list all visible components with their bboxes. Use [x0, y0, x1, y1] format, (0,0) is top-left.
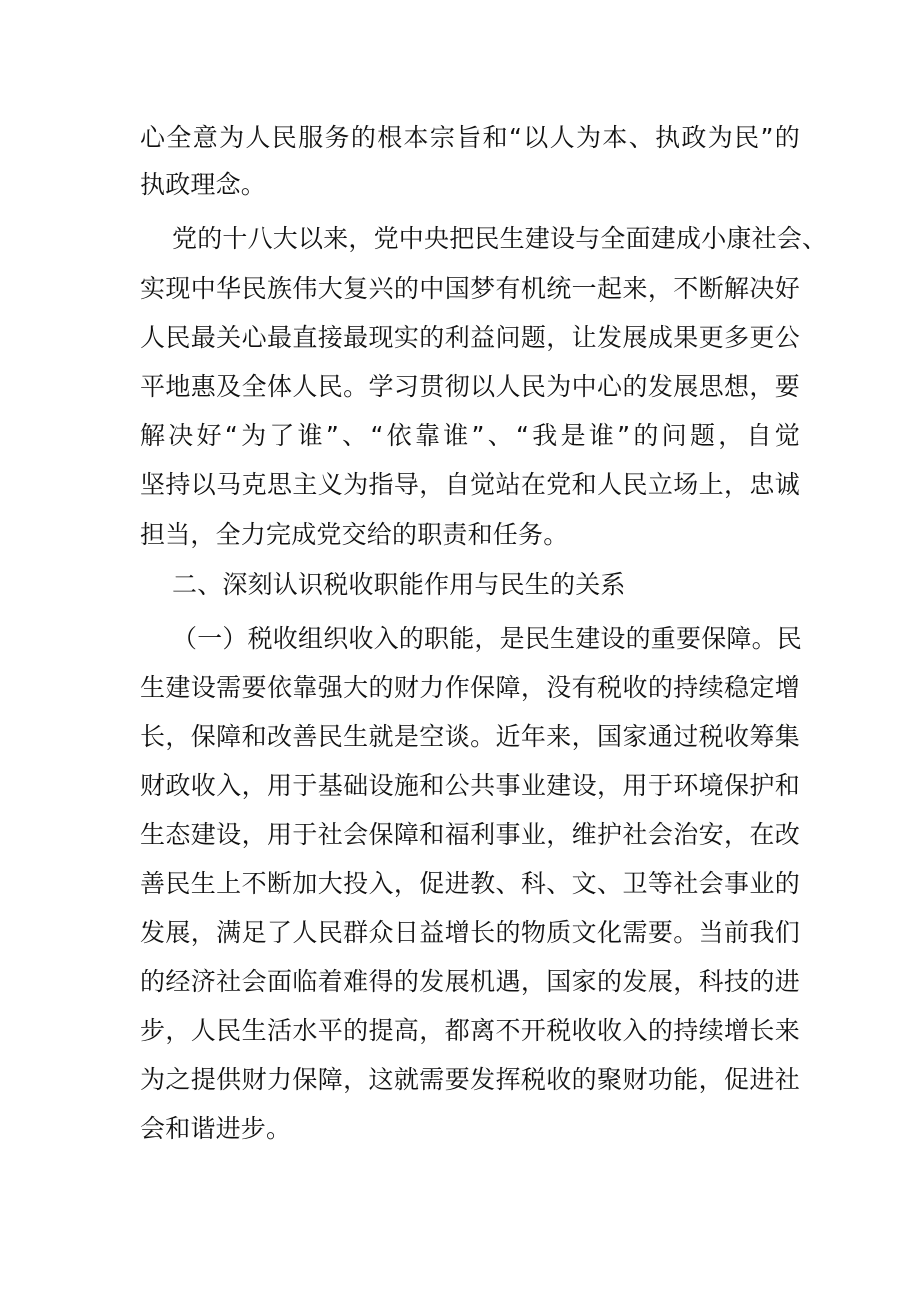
paragraph-3-line-1: （一）税收组织收入的职能，是民生建设的重要保障。民	[172, 624, 803, 653]
paragraph-3-line-3: 长，保障和改善民生就是空谈。近年来，国家通过税收筹集	[140, 722, 800, 751]
paragraph-2-line-7: 担当，全力完成党交给的职责和任务。	[140, 520, 569, 549]
paragraph-3-line-5: 生态建设，用于社会保障和福利事业，维护社会治安，在改	[140, 820, 800, 849]
paragraph-2-line-2: 实现中华民族伟大复兴的中国梦有机统一起来，不断解决好	[140, 274, 800, 303]
paragraph-2-line-4: 平地惠及全体人民。学习贯彻以人民为中心的发展思想，要	[140, 372, 800, 401]
paragraph-3-line-4: 财政收入，用于基础设施和公共事业建设，用于环境保护和	[140, 771, 800, 800]
paragraph-2-line-6: 坚持以马克思主义为指导，自觉站在党和人民立场上，忠诚	[140, 470, 800, 499]
paragraph-3-line-9: 步，人民生活水平的提高，都离不开税收收入的持续增长来	[140, 1016, 800, 1045]
paragraph-3-line-8: 的经济社会面临着难得的发展机遇，国家的发展，科技的进	[140, 967, 800, 996]
paragraph-2-line-1: 党的十八大以来，党中央把民生建设与全面建成小康社会、	[172, 224, 828, 253]
paragraph-1-line-1: 心全意为人民服务的根本宗旨和“以人为本、执政为民”的	[140, 123, 800, 152]
paragraph-3-line-10: 为之提供财力保障，这就需要发挥税收的聚财功能，促进社	[140, 1065, 800, 1094]
paragraph-1-line-2: 执政理念。	[140, 170, 267, 199]
section-heading: 二、深刻认识税收职能作用与民生的关系	[172, 570, 626, 599]
paragraph-2-line-5: 解决好“为了谁”、“依靠谁”、“我是谁”的问题，自觉	[140, 421, 800, 450]
paragraph-3-line-2: 生建设需要依靠强大的财力作保障，没有税收的持续稳定增	[140, 673, 800, 702]
paragraph-3-line-7: 发展，满足了人民群众日益增长的物质文化需要。当前我们	[140, 918, 800, 947]
paragraph-3-line-11: 会和谐进步。	[140, 1114, 292, 1143]
paragraph-2-line-3: 人民最关心最直接最现实的利益问题，让发展成果更多更公	[140, 323, 800, 352]
paragraph-3-line-6: 善民生上不断加大投入，促进教、科、文、卫等社会事业的	[140, 869, 800, 898]
